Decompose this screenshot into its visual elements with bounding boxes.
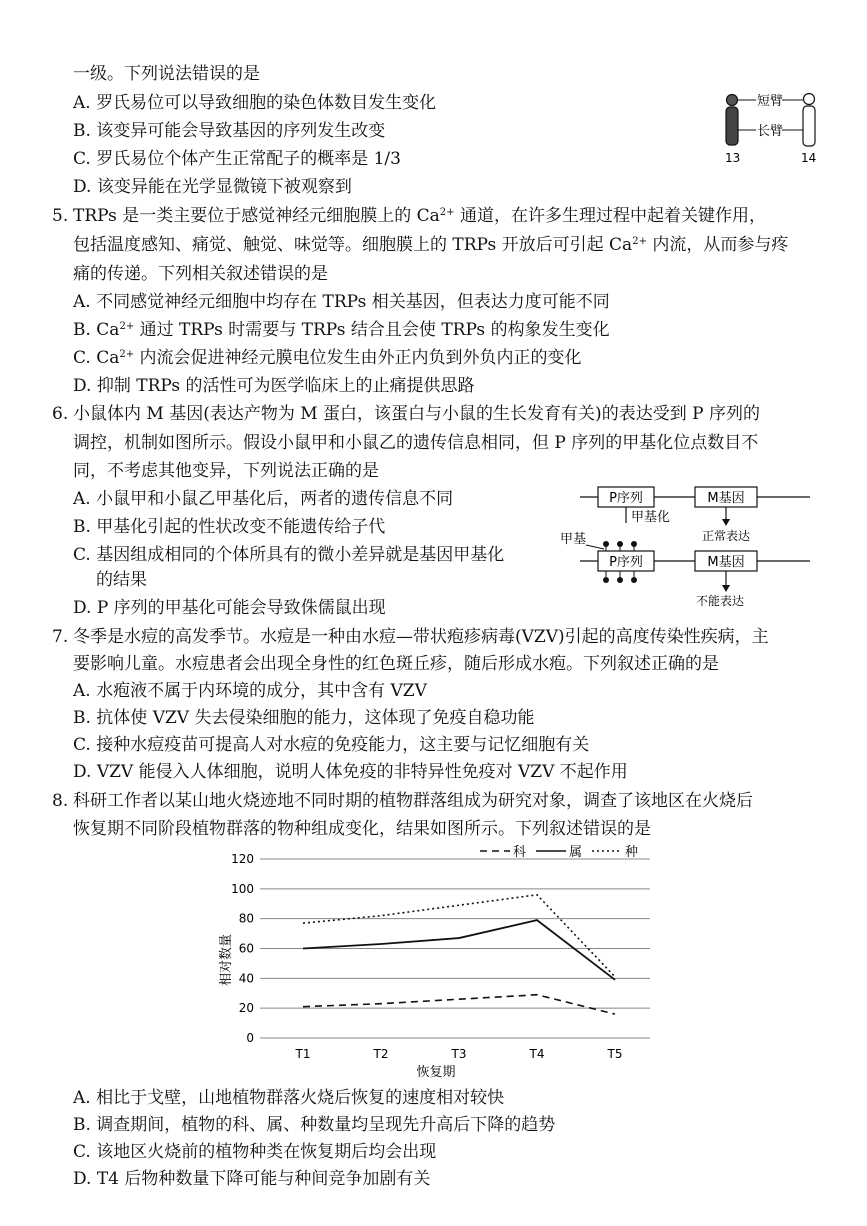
- q6-option-a: A. 小鼠甲和小鼠乙甲基化后，两者的遗传信息不同: [73, 489, 454, 509]
- y-tick-label: 20: [238, 1001, 254, 1016]
- chromosome-figure: [720, 90, 830, 170]
- recovery-line-chart: [210, 838, 670, 1083]
- q5-option-c: C. $Ca^{2+}$ 内流会促进神经元膜电位发生由外正内负到外负内正的变化: [73, 348, 582, 368]
- chr13-label: 13: [725, 151, 741, 165]
- q5-option-d: D. 抑制 TRPs 的活性可为医学临床上的止痛提供思路: [73, 376, 475, 396]
- q7-number: 7.: [52, 627, 69, 647]
- y-tick-label: 120: [231, 852, 254, 866]
- x-tick-label: T4: [529, 1047, 545, 1061]
- q8-option-a: A. 相比于戈壁，山地植物群落火烧后恢复的速度相对较快: [73, 1088, 505, 1108]
- methylation-figure: [560, 483, 820, 611]
- y-tick-label: 0: [246, 1031, 254, 1045]
- q6-option-c-cont: 的结果: [96, 570, 147, 590]
- x-tick-label: T2: [373, 1047, 389, 1061]
- q8-number: 8.: [52, 791, 69, 811]
- m-gene-label-bottom: M基因: [707, 555, 745, 570]
- q7-option-c: C. 接种水痘疫苗可提高人对水痘的免疫能力，这主要与记忆细胞有关: [73, 735, 590, 755]
- y-tick-label: 80: [238, 911, 254, 926]
- legend-label: 属: [569, 845, 583, 860]
- q6-option-b: B. 甲基化引起的性状改变不能遗传给子代: [73, 517, 386, 537]
- q6-stem-line-3: 同，不考虑其他变异，下列说法正确的是: [73, 461, 379, 481]
- x-tick-label: T5: [607, 1047, 623, 1061]
- y-tick-label: 60: [238, 941, 254, 956]
- q6-stem-line-2: 调控，机制如图所示。假设小鼠甲和小鼠乙的遗传信息相同，但 P 序列的甲基化位点数目不: [73, 433, 759, 453]
- q8-stem-line-1: 科研工作者以某山地火烧迹地不同时期的植物群落组成为研究对象，调查了该地区在火烧后: [73, 791, 753, 811]
- q6-option-d: D. P 序列的甲基化可能会导致侏儒鼠出现: [73, 598, 386, 618]
- q8-stem-line-2: 恢复期不同阶段植物群落的物种组成变化，结果如图所示。下列叙述错误的是: [73, 819, 651, 839]
- q5-number: 5.: [52, 206, 69, 226]
- q6-number: 6.: [52, 404, 69, 424]
- q4-option-a: A. 罗氏易位可以导致细胞的染色体数目发生变化: [73, 93, 437, 113]
- series-line-种: [303, 895, 615, 977]
- chart-series: [303, 895, 615, 1014]
- legend-label: 科: [513, 845, 527, 860]
- q8-option-c: C. 该地区火烧前的植物种类在恢复期后均会出现: [73, 1142, 437, 1162]
- q8-option-b: B. 调查期间，植物的科、属、种数量均呈现先升高后下降的趋势: [73, 1115, 556, 1135]
- p-seq-label-bottom: P序列: [609, 555, 643, 570]
- q5-stem-line-2: 包括温度感知、痛觉、触觉、味觉等。细胞膜上的 TRPs 开放后可引起 $Ca^{2+}$ 内流，从而参与疼: [73, 235, 789, 255]
- chr14-label: 14: [801, 151, 817, 165]
- long-arm-label: 长臂: [757, 124, 784, 139]
- q4-option-c: C. 罗氏易位个体产生正常配子的概率是 1/3: [73, 149, 401, 169]
- q5-option-b: B. $Ca^{2+}$ 通过 TRPs 时需要与 TRPs 结合且会使 TRPs 的构象发生变化: [73, 320, 610, 340]
- p-seq-label-top: P序列: [609, 491, 643, 506]
- q4-option-b: B. 该变异可能会导致基因的序列发生改变: [73, 121, 386, 141]
- q7-option-d: D. VZV 能侵入人体细胞，说明人体免疫的非特异性免疫对 VZV 不起作用: [73, 762, 628, 782]
- m-gene-label-top: M基因: [707, 491, 745, 506]
- short-arm-label: 短臂: [757, 94, 784, 109]
- no-expression-label: 不能表达: [695, 594, 745, 608]
- x-tick-label: T1: [295, 1047, 311, 1061]
- q8-option-d: D. T4 后物种数量下降可能与种间竞争加剧有关: [73, 1169, 431, 1189]
- q6-option-c: C. 基因组成相同的个体所具有的微小差异就是基因甲基化: [73, 545, 505, 565]
- y-tick-label: 40: [238, 971, 254, 986]
- chart-y-ticks: [231, 852, 254, 1045]
- chart-x-ticks: [295, 1047, 623, 1061]
- q4-option-d: D. 该变异能在光学显微镜下被观察到: [73, 177, 352, 197]
- chart-legend: [480, 844, 638, 860]
- q7-option-b: B. 抗体使 VZV 失去侵染细胞的能力，这体现了免疫自稳功能: [73, 708, 535, 728]
- q5-option-a: A. 不同感觉神经元细胞中均存在 TRPs 相关基因，但表达力度可能不同: [73, 292, 610, 312]
- q7-stem-line-1: 冬季是水痘的高发季节。水痘是一种由水痘—带状疱疹病毒(VZV)引起的高度传染性疾病，主: [73, 627, 769, 647]
- x-tick-label: T3: [451, 1047, 467, 1061]
- q4-stem-tail: 一级。下列说法错误的是: [73, 64, 260, 84]
- legend-label: 种: [625, 845, 639, 860]
- q5-stem-line-3: 痛的传递。下列相关叙述错误的是: [73, 264, 328, 284]
- y-tick-label: 100: [231, 881, 254, 896]
- q7-stem-line-2: 要影响儿童。水痘患者会出现全身性的红色斑丘疹，随后形成水疱。下列叙述正确的是: [73, 654, 719, 674]
- q5-stem-line-1: TRPs 是一类主要位于感觉神经元细胞膜上的 $Ca^{2+}$ 通道，在许多生理过程中起着关键作用，: [73, 206, 766, 226]
- chart-y-label: 相对数量: [219, 933, 234, 987]
- methylation-label: 甲基化: [631, 510, 671, 525]
- methyl-label: 甲基: [560, 532, 587, 547]
- series-line-科: [303, 995, 615, 1014]
- chart-x-label: 恢复期: [416, 1065, 456, 1080]
- normal-expression-label: 正常表达: [701, 529, 751, 543]
- q6-stem-line-1: 小鼠体内 M 基因(表达产物为 M 蛋白，该蛋白与小鼠的生长发育有关)的表达受到 P 序列的: [73, 404, 760, 424]
- q7-option-a: A. 水疱液不属于内环境的成分，其中含有 VZV: [73, 681, 427, 701]
- series-line-属: [303, 920, 615, 980]
